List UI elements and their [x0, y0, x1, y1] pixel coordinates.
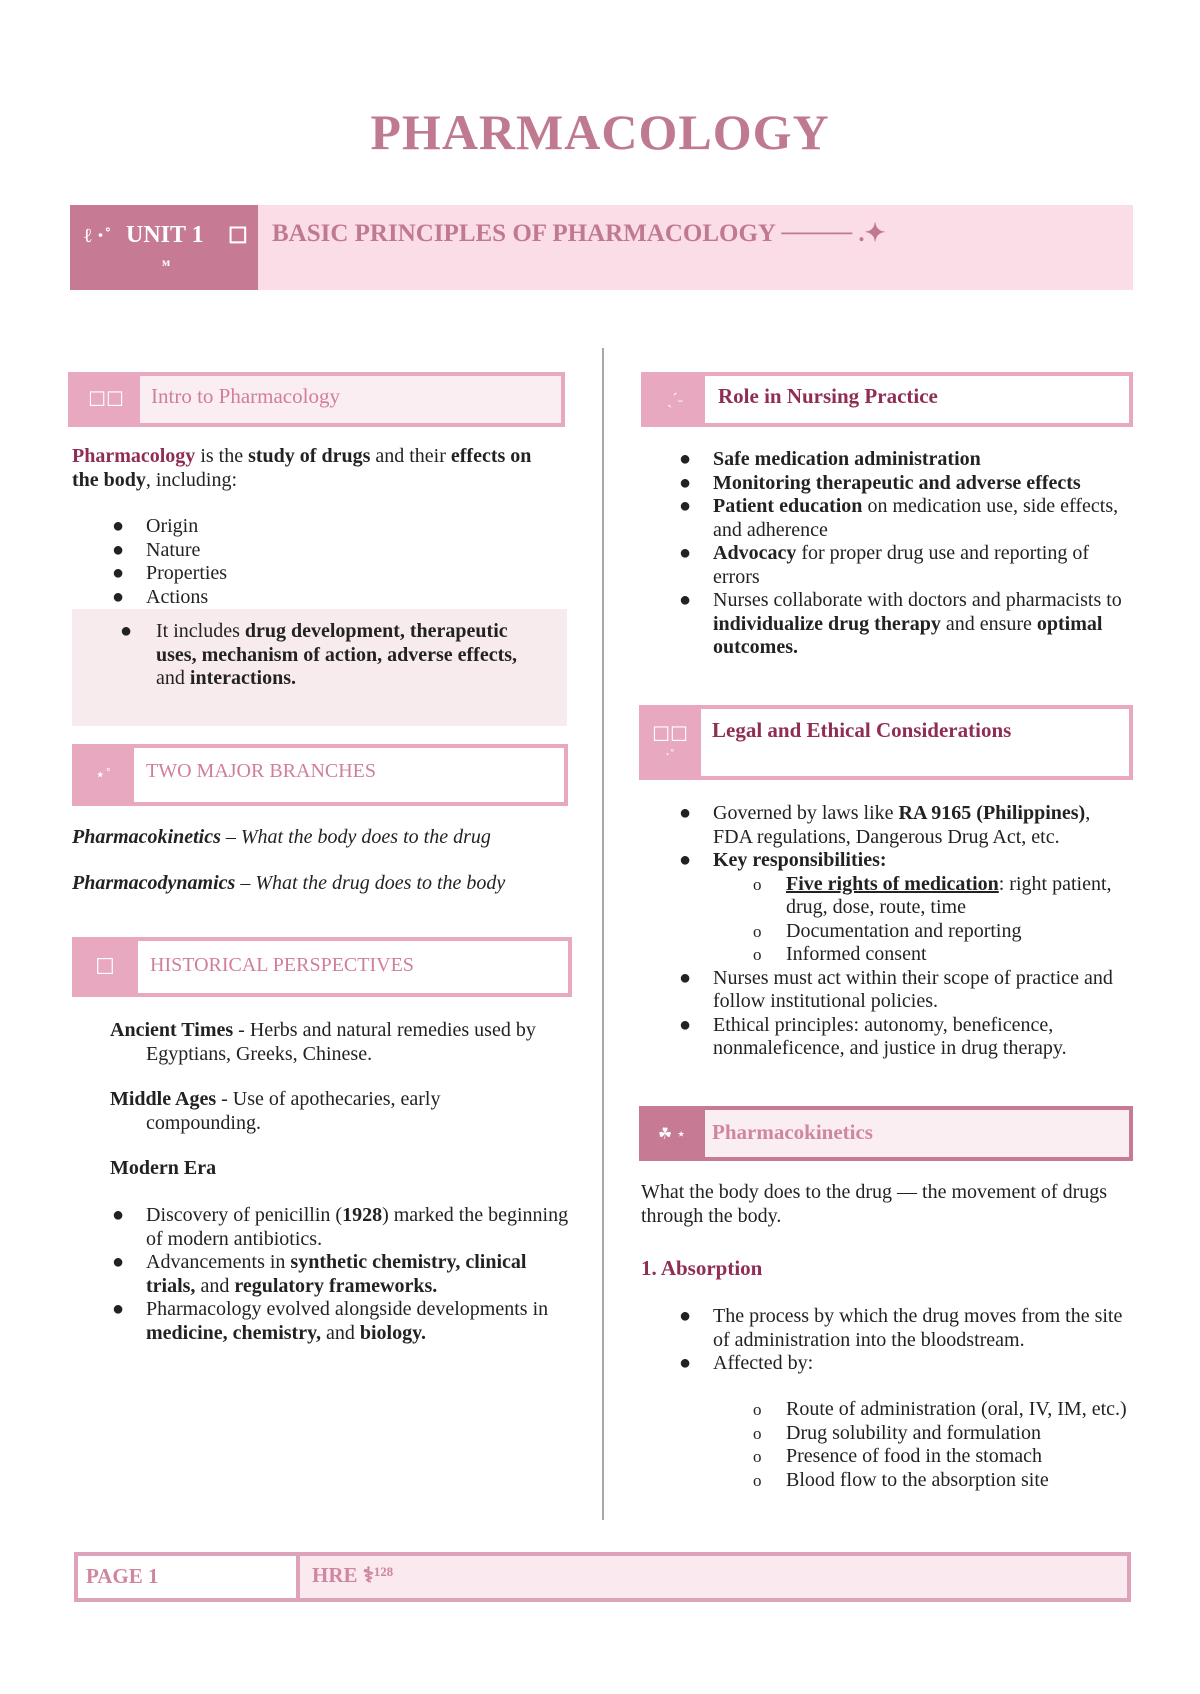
role-list [679, 448, 1133, 660]
intro-shaded-list [120, 620, 526, 691]
pk-title: Pharmacokinetics [712, 1120, 873, 1144]
intro-definition: Pharmacology is the study of drugs and their effects on the body, including: [72, 445, 532, 491]
list-item: ● Patient education on medication use, side effects, and adherence [679, 495, 1119, 541]
unit-tag [70, 205, 258, 290]
list-item: ● Origin [112, 515, 199, 537]
intro-icon: ☐☐ [72, 376, 140, 423]
list-item: ● It includes drug development, therapeutic uses, mechanism of action, adverse effects, and interactions. [120, 620, 518, 689]
footer-page-label: PAGE 1 [86, 1564, 159, 1588]
branch-pharmacokinetics: Pharmacokinetics – What the body does to the drug [72, 826, 491, 848]
history-middle: Middle Ages - Use of apothecaries, early compounding. [110, 1088, 441, 1134]
list-item: ● Nurses must act within their scope of practice and follow institutional policies. [679, 966, 1113, 1012]
branches-title: TWO MAJOR BRANCHES [146, 760, 377, 782]
list-item: ● Key responsibilities: o Five rights of medication: right patient, drug, dose, route, time o Documentation and reporting o Informed consent [713, 849, 1133, 967]
unit-box-icon: ☐ [228, 223, 248, 248]
history-modern-heading: Modern Era [110, 1157, 217, 1179]
list-item: ● Properties [112, 562, 228, 584]
list-item: o Five rights of medication: right patient, drug, dose, route, time [753, 872, 1112, 918]
branch-pharmacodynamics: Pharmacodynamics – What the drug does to the body [72, 872, 506, 894]
legal-sublist [713, 873, 1133, 967]
list-item: o Documentation and reporting [753, 919, 1022, 942]
unit-deco: ℓ ⋅˚ [84, 225, 112, 247]
list-item: ● Discovery of penicillin (1928) marked the beginning of modern antibiotics. [112, 1204, 569, 1250]
list-item: ● The process by which the drug moves from the site of administration into the bloodstream. [679, 1305, 1123, 1351]
list-item: ● Advocacy for proper drug use and reporting of errors [679, 542, 1090, 588]
list-item: ● Nature [112, 538, 201, 561]
unit-title: BASIC PRINCIPLES OF PHARMACOLOGY ──── .✦ [272, 220, 886, 247]
list-item: ● Monitoring therapeutic and adverse effects [679, 471, 1081, 494]
list-item: o Informed consent [753, 943, 927, 965]
list-item: o Blood flow to the absorption site [753, 1468, 1049, 1491]
legal-title: Legal and Ethical Considerations [712, 718, 1012, 742]
list-item: ● Affected by: [679, 1352, 814, 1374]
role-icon: ˎˊ˗ [645, 376, 705, 423]
pk-factor-list [753, 1398, 1136, 1492]
intro-list [112, 515, 446, 609]
branches-icon: ⋆˚ [72, 744, 134, 806]
pk-icon: ☘︎ ⋆ [639, 1106, 705, 1161]
list-item: ● Advancements in synthetic chemistry, clinical trials, and regulatory frameworks. [112, 1251, 527, 1297]
intro-title: Intro to Pharmacology [151, 384, 340, 408]
list-item: ● Governed by laws like RA 9165 (Philippines), FDA regulations, Dangerous Drug Act, etc. [679, 802, 1091, 848]
unit-small: ᴍ [162, 255, 171, 269]
legal-list [679, 802, 1133, 1061]
list-item: ● Pharmacology evolved alongside developments in medicine, chemistry, and biology. [112, 1298, 549, 1344]
list-item: o Presence of food in the stomach [753, 1445, 1043, 1467]
legal-icon: ☐☐ ⋅˚ [639, 705, 701, 780]
pk-intro: What the body does to the drug — the movement of drugs through the body. [641, 1181, 1108, 1227]
list-item: ● Actions [112, 585, 209, 608]
unit-label: UNIT 1 [126, 222, 204, 248]
list-item: ● Ethical principles: autonomy, beneficence, nonmaleficence, and justice in drug therapy. [679, 1013, 1067, 1059]
column-divider [602, 348, 604, 1520]
list-item: o Drug solubility and formulation [753, 1421, 1041, 1444]
pk-subheading: 1. Absorption [641, 1256, 763, 1280]
history-icon: ☐ [72, 937, 138, 997]
list-item: o Route of administration (oral, IV, IM, etc.) [753, 1398, 1127, 1420]
history-title: HISTORICAL PERSPECTIVES [150, 954, 414, 976]
footer-code: HRE ⚕¹²⁸ [312, 1563, 394, 1587]
document-title: PHARMACOLOGY [370, 104, 830, 160]
list-item: ● Safe medication administration [679, 448, 981, 470]
history-modern-list [112, 1204, 571, 1345]
list-item: ● Nurses collaborate with doctors and pharmacists to individualize drug therapy and ensure optimal outcomes. [679, 589, 1122, 658]
pk-absorption-list [679, 1305, 1138, 1376]
role-title: Role in Nursing Practice [718, 384, 938, 408]
history-ancient: Ancient Times - Herbs and natural remedies used by Egyptians, Greeks, Chinese. [110, 1019, 536, 1065]
